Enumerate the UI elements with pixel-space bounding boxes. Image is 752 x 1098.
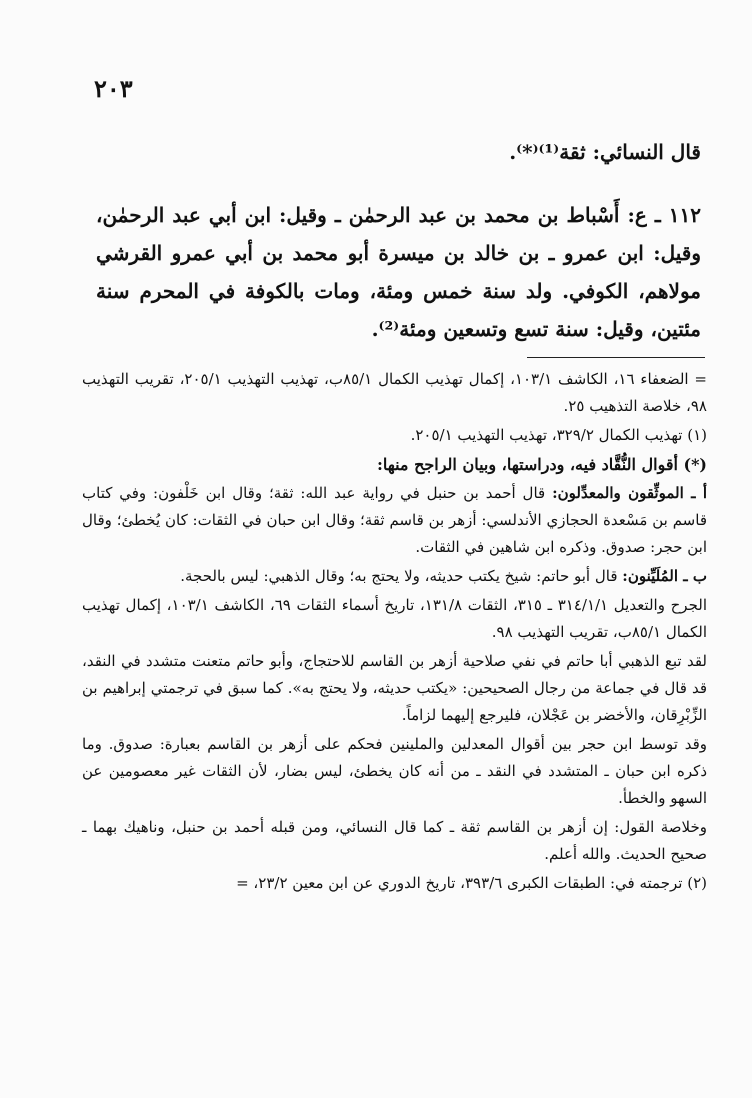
footnote-separator xyxy=(527,357,705,358)
entry-paragraph: ١١٢ ـ ع: أَسْباط بن محمد بن عبد الرحمٰن ـ وقيل: ابن أبي عبد الرحمٰن، وقيل: ابن عمرو ـ بن خالد بن ميسرة أبو محمد بن أبي عمرو القرشي مولاهم، الكوفي. ولد سنة خمس ومئة، ومات بالكوفة في المحرم سنة مئتين، وقيل: سنة تسع وتسعين ومئة⁽²⁾. xyxy=(96,203,701,341)
star-note-title: (*) أقوال النُّقَّاد فيه، ودراستها، وبيان الراجح منها: xyxy=(376,455,707,474)
heading-line: قال النسائي: ثقة⁽¹⁾⁽*⁾. xyxy=(509,140,701,164)
section-a-text: قال أحمد بن حنبل في رواية عبد الله: ثقة؛ وقال ابن خَلْفون: وفي كتاب قاسم بن مَسْعدة الحجازي الأندلسي: أزهر بن قاسم ثقة؛ وقال ابن حبان في الثقات: كان يُخطئ؛ وقال ابن حجر: صدوق. وذكره ابن شاهين في الثقات. xyxy=(82,484,707,556)
footnote-1: (١) تهذيب الكمال ٣٢٩/٢، تهذيب التهذيب ٢٠٥/١. xyxy=(410,426,707,444)
footnote-2: (٢) ترجمته في: الطبقات الكبرى ٣٩٣/٦، تاريخ الدوري عن ابن معين ٢٣/٢، = xyxy=(236,874,707,892)
section-a-label: أ ـ الموثِّقون والمعدِّلون: xyxy=(552,484,707,502)
section-b xyxy=(82,563,707,590)
analysis-paragraph-1: لقد تبع الذهبي أبا حاتم في نفي صلاحية أزهر بن القاسم للاحتجاج، وأبو حاتم متعنت متشدد في النقد، قد قال في جماعة من رجال الصحيحين: «يكتب حديثه، ولا يحتج به». كما سبق في ترجمتي إبراهيم بن الزِّبْرِقان، والأخضر بن عَجْلان، فليرجع إليهما لزاماً. xyxy=(82,652,707,724)
section-b-label: ب ـ المُلَيِّنون: xyxy=(622,567,707,585)
section-a xyxy=(82,480,707,561)
sources-paragraph: الجرح والتعديل ٣١٤/١/١ ـ ٣١٥، الثقات ١٣١/٨، تاريخ أسماء الثقات ٦٩، الكاشف ١٠٣/١، إكمال تهذيب الكمال ٨٥/١ب، تقريب التهذيب ٩٨. xyxy=(82,596,707,641)
analysis-paragraph-2: وقد توسط ابن حجر بين أقوال المعدلين والملينين فحكم على أزهر بن القاسم بعبارة: صدوق. وما ذكره ابن حبان ـ المتشدد في النقد ـ من أنه كان يخطئ، ليس بضار، لأن الثقات غير معصومين عن السهو والخطأ. xyxy=(82,735,708,807)
conclusion-paragraph: وخلاصة القول: إن أزهر بن القاسم ثقة ـ كما قال النسائي، ومن قبله أحمد بن حنبل، وناهيك بهما ـ صحيح الحديث. والله أعلم. xyxy=(82,818,707,863)
footnote-continuation: = الضعفاء ١٦، الكاشف ١٠٣/١، إكمال تهذيب الكمال ٨٥/١ب، تهذيب التهذيب ٢٠٥/١، تقريب التهذيب ٩٨، خلاصة التذهيب ٢٥. xyxy=(82,370,707,415)
footnotes xyxy=(82,366,707,899)
page-number: ٢٠٣ xyxy=(94,74,133,103)
section-b-text: قال أبو حاتم: شيخ يكتب حديثه، ولا يحتج به؛ وقال الذهبي: ليس بالحجة. xyxy=(180,567,618,585)
